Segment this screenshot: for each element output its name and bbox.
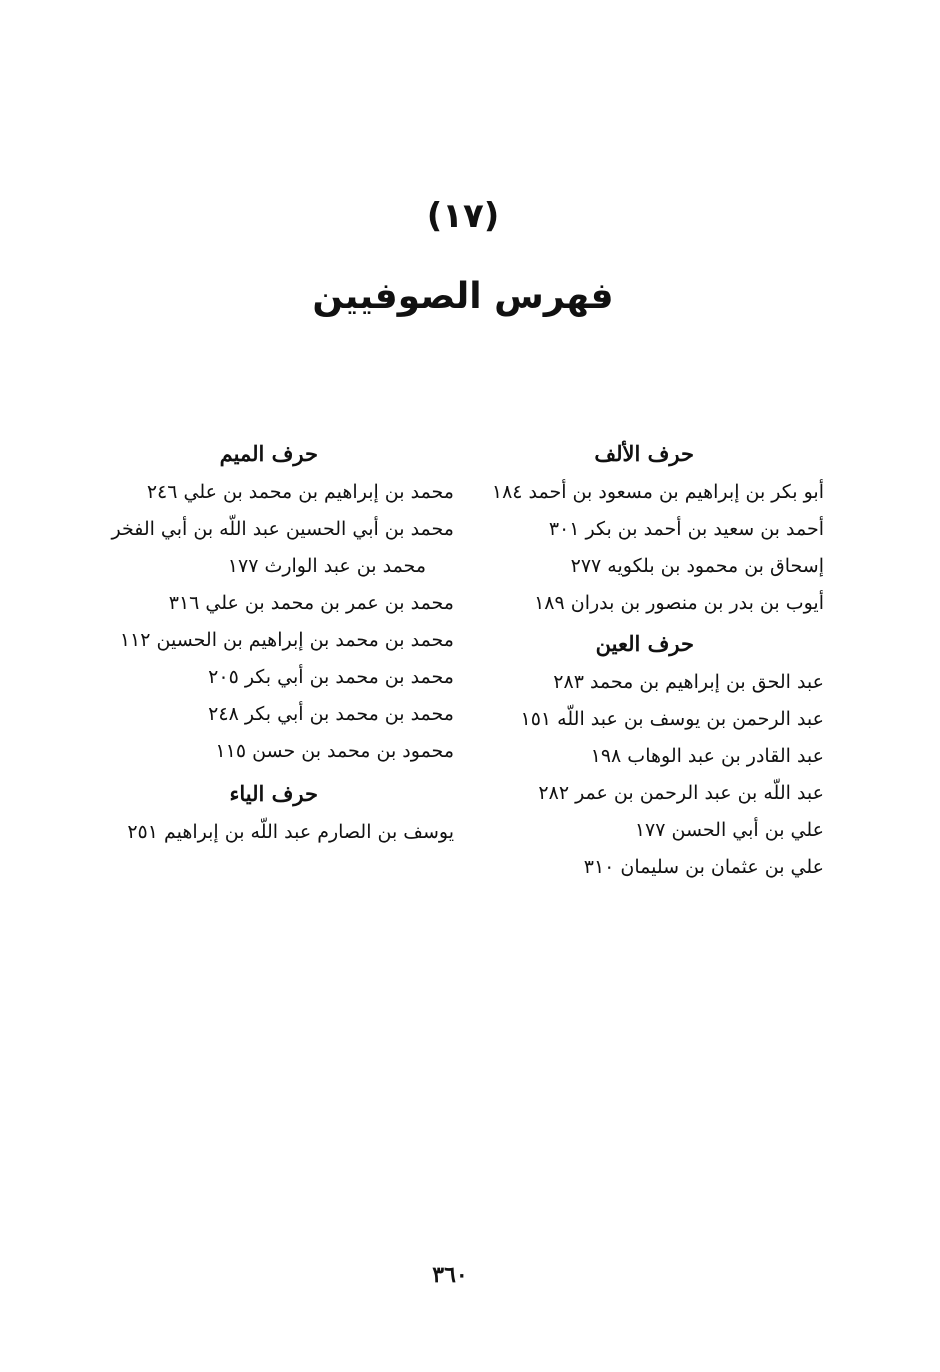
index-entry: محمد بن محمد بن أبي بكر ٢٤٨ bbox=[208, 703, 454, 725]
index-entry: محمد بن عمر بن محمد بن علي ٣١٦ bbox=[168, 592, 454, 614]
index-section-ain bbox=[474, 624, 824, 886]
index-entry: أيوب بن بدر بن منصور بن بدران ١٨٩ bbox=[534, 592, 824, 614]
section-heading: حرف الميم bbox=[219, 441, 318, 466]
chapter-title: فهرس الصوفيين bbox=[312, 276, 614, 317]
index-section-mim bbox=[94, 434, 454, 770]
page-number: ٣٦٠ bbox=[432, 1262, 468, 1288]
index-column-left bbox=[94, 434, 454, 851]
index-entry: محمد بن أبي الحسين عبد اللّه بن أبي الفخر bbox=[111, 518, 454, 540]
index-entry: أحمد بن سعيد بن أحمد بن بكر ٣٠١ bbox=[548, 518, 824, 540]
index-entry: محمد بن محمد بن أبي بكر ٢٠٥ bbox=[208, 666, 454, 688]
index-column-right bbox=[474, 434, 824, 886]
index-entry: إسحاق بن محمود بن بلكويه ٢٧٧ bbox=[570, 555, 824, 577]
index-entry-continuation: محمد بن عبد الوارث ١٧٧ bbox=[227, 555, 426, 577]
index-entry: علي بن عثمان بن سليمان ٣١٠ bbox=[583, 856, 824, 878]
index-entry: محمد بن محمد بن إبراهيم بن الحسين ١١٢ bbox=[119, 629, 454, 651]
section-heading: حرف العين bbox=[595, 631, 694, 656]
index-entry: يوسف بن الصارم عبد اللّه بن إبراهيم ٢٥١ bbox=[127, 821, 454, 843]
index-entry: عبد الرحمن بن يوسف بن عبد اللّه ١٥١ bbox=[520, 708, 824, 730]
section-heading: حرف الياء bbox=[229, 781, 318, 806]
index-section-alif bbox=[474, 434, 824, 622]
index-entry: محمود بن محمد بن حسن ١١٥ bbox=[215, 740, 454, 762]
index-section-ya bbox=[94, 774, 454, 851]
index-entry: عبد الحق بن إبراهيم بن محمد ٢٨٣ bbox=[553, 671, 824, 693]
index-entry: عبد القادر بن عبد الوهاب ١٩٨ bbox=[590, 745, 824, 767]
index-entry: أبو بكر بن إبراهيم بن مسعود بن أحمد ١٨٤ bbox=[491, 481, 824, 503]
chapter-number: (١٧) bbox=[426, 196, 500, 236]
section-heading: حرف الألف bbox=[594, 441, 694, 466]
index-entry: علي بن أبي الحسن ١٧٧ bbox=[634, 819, 824, 841]
index-entry: عبد اللّه بن عبد الرحمن بن عمر ٢٨٢ bbox=[538, 782, 824, 804]
index-entry: محمد بن إبراهيم بن محمد بن علي ٢٤٦ bbox=[146, 481, 454, 503]
